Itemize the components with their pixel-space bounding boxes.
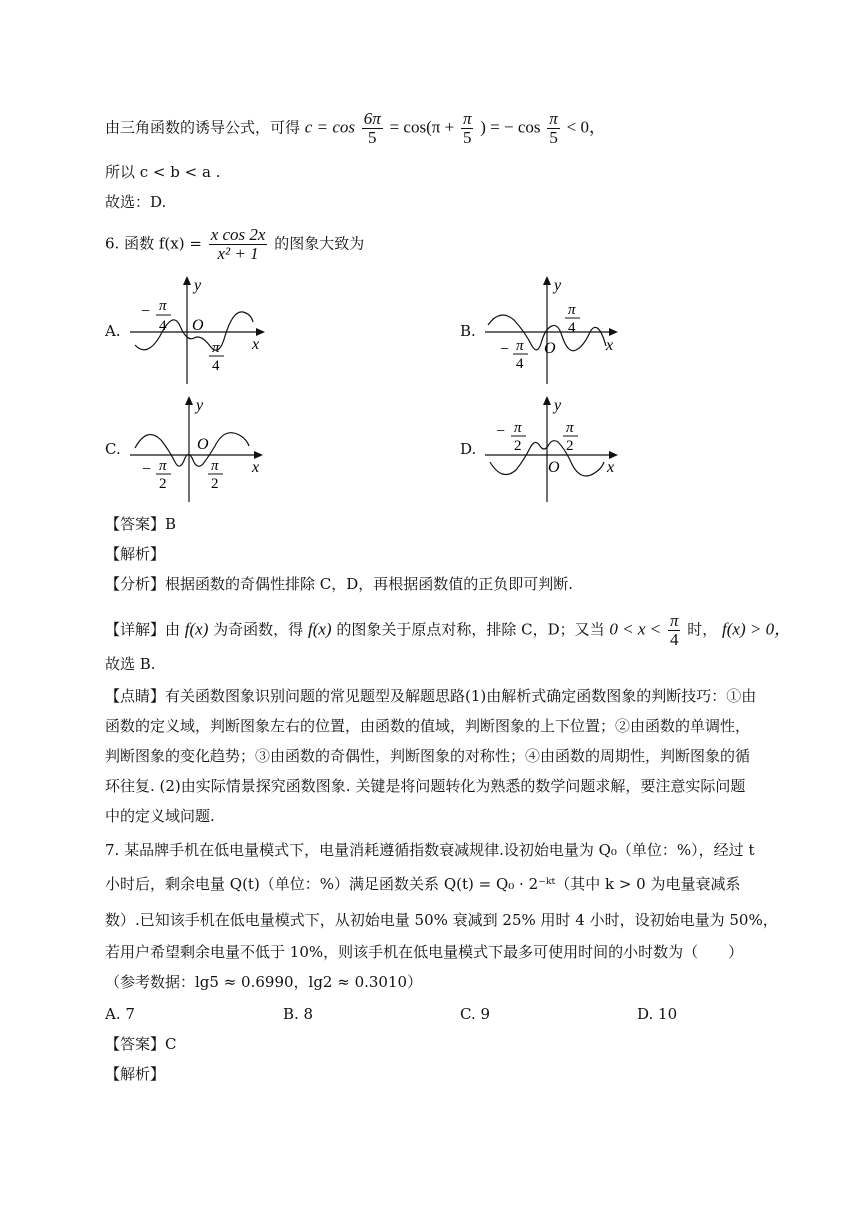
y-arrow-icon (185, 396, 193, 405)
x-axis-label: x (607, 459, 615, 476)
math-expr: f(x) (307, 619, 332, 639)
fraction (209, 226, 268, 263)
tick-left-den: 2 (159, 476, 167, 492)
fraction-denominator: 5 (368, 128, 377, 147)
y-axis-label: y (554, 277, 562, 294)
curve (135, 433, 249, 467)
origin-label: O (197, 436, 209, 453)
dianjing-line: 【点睛】有关函数图象识别问题的常见题型及解题思路(1)由解析式确定函数图象的判断技巧：①由 (105, 687, 757, 705)
choose-line: 故选：D. (105, 193, 167, 211)
analysis-6-detail (105, 612, 791, 649)
answer-6: 【答案】B (105, 515, 177, 533)
fraction-numerator: x cos 2x (210, 225, 266, 244)
x-axis-label: x (252, 336, 260, 353)
option-c-label: C. (105, 440, 121, 458)
math-expr: 0 < x < (609, 619, 662, 639)
x-axis-label: x (606, 337, 614, 354)
math-expr: ) = − cos (480, 117, 541, 137)
option-d: D. 10 (637, 1005, 678, 1023)
dianjing-line: 判断图象的变化趋势；③由函数的奇偶性，判断图象的对称性；④由函数的周期性，判断图象的循 (105, 747, 751, 765)
tick-left-den: 2 (514, 438, 522, 454)
tick-minus: − (496, 423, 506, 440)
graph-c (125, 390, 270, 505)
y-arrow-icon (543, 276, 551, 285)
question-lead: 6. 函数 f(x) = (105, 234, 202, 253)
math-expr: f(x) > 0， (722, 619, 792, 639)
tick-left-num: π (516, 338, 524, 354)
graph-b (480, 270, 625, 390)
tick-minus: − (500, 341, 510, 358)
dianjing-line: 中的定义域问题. (105, 807, 215, 825)
y-axis-label: y (554, 397, 562, 414)
question-7-line: 数）.已知该手机在低电量模式下，从初始电量 50% 衰减到 25% 用时 4 小时，设初始电量为 50%， (105, 911, 778, 929)
tick-right-num: π (212, 340, 220, 356)
tick-left-num: π (159, 298, 167, 314)
fraction-denominator: x² + 1 (217, 244, 259, 263)
fraction (362, 110, 383, 147)
question-7-line: 7. 某品牌手机在低电量模式下，电量消耗遵循指数衰减规律.设初始电量为 Q₀（单位：%），经过 t (105, 841, 755, 859)
tick-right-den: 2 (566, 438, 574, 454)
fraction-denominator: 4 (669, 630, 679, 649)
fraction-numerator: π (462, 109, 472, 128)
graph-d (480, 390, 625, 505)
x-arrow-icon (609, 328, 618, 336)
tick-right-den: 4 (568, 320, 576, 336)
tick-right-num: π (211, 458, 219, 474)
tick-left-den: 4 (516, 356, 524, 372)
x-arrow-icon (256, 328, 265, 336)
question-7-line: 小时后，剩余电量 Q(t)（单位：%）满足函数关系 Q(t) = Q₀ · 2⁻ᵏᵗ（其中 k > 0 为电量衰减系 (105, 875, 741, 893)
analysis-6-heading: 【解析】 (105, 545, 166, 563)
text: 的图象关于原点对称，排除 C，D；又当 (336, 620, 605, 639)
analysis-7-heading: 【解析】 (105, 1065, 166, 1083)
option-a-label: A. (105, 322, 121, 340)
text: 【详解】由 (105, 620, 181, 639)
graph-a (125, 270, 270, 390)
x-axis-label: x (252, 459, 260, 476)
x-arrow-icon (254, 451, 263, 459)
fraction-numerator: π (669, 611, 679, 630)
y-axis-label: y (196, 397, 204, 414)
y-arrow-icon (543, 396, 551, 405)
text: 时， (687, 620, 718, 639)
question-6 (105, 226, 364, 263)
tick-right-den: 4 (212, 358, 220, 374)
dianjing-line: 函数的定义域，判断图象左右的位置，由函数的值域，判断图象的上下位置；②由函数的单调性， (105, 717, 751, 735)
y-arrow-icon (183, 276, 191, 285)
math-expr: c = cos (304, 117, 355, 137)
origin-label: O (548, 459, 560, 476)
fraction (547, 110, 560, 147)
x-arrow-icon (609, 451, 618, 459)
question-tail: 的图象大致为 (274, 234, 365, 253)
tick-right-num: π (566, 420, 574, 436)
y-axis-label: y (194, 277, 202, 294)
fraction-denominator: 5 (549, 128, 558, 147)
fraction-denominator: 5 (462, 128, 472, 147)
fraction-numerator: π (549, 109, 558, 128)
conclusion-line: 所以 c < b < a . (105, 163, 221, 181)
tick-minus: − (141, 303, 151, 320)
answer-7: 【答案】C (105, 1035, 177, 1053)
tick-left-num: π (514, 420, 522, 436)
tick-left-num: π (159, 458, 167, 474)
option-a: A. 7 (105, 1005, 135, 1023)
option-b: B. 8 (283, 1005, 314, 1023)
derivation-line-c (105, 110, 606, 147)
math-expr: < 0， (566, 117, 606, 137)
origin-label: O (192, 317, 204, 334)
analysis-6-fenxi: 【分析】根据函数的奇偶性排除 C，D，再根据函数值的正负即可判断. (105, 575, 574, 593)
question-7-line: 若用户希望剩余电量不低于 10%，则该手机在低电量模式下最多可使用时间的小时数为（ ） (105, 943, 744, 961)
fraction (668, 612, 681, 649)
question-7-reference: （参考数据：lg5 ≈ 0.6990，lg2 ≈ 0.3010） (105, 973, 423, 991)
fraction-numerator: 6π (363, 109, 381, 128)
tick-left-den: 4 (159, 318, 167, 334)
option-b-label: B. (460, 322, 476, 340)
math-expr: f(x) (184, 619, 209, 639)
text: 为奇函数，得 (213, 620, 304, 639)
tick-right-num: π (568, 302, 576, 318)
option-c: C. 9 (460, 1005, 491, 1023)
text: 由三角函数的诱导公式，可得 (105, 118, 301, 137)
origin-label: O (544, 340, 556, 357)
option-d-label: D. (460, 440, 477, 458)
tick-minus: − (142, 461, 152, 478)
dianjing-line: 环往复. (2)由实际情景探究函数图象. 关键是将问题转化为熟悉的数学问题求解，要注意实际问题 (105, 777, 746, 795)
math-expr: = cos(π + (389, 117, 455, 137)
analysis-6-choose: 故选 B. (105, 655, 156, 673)
tick-right-den: 2 (211, 476, 219, 492)
fraction (461, 110, 474, 147)
